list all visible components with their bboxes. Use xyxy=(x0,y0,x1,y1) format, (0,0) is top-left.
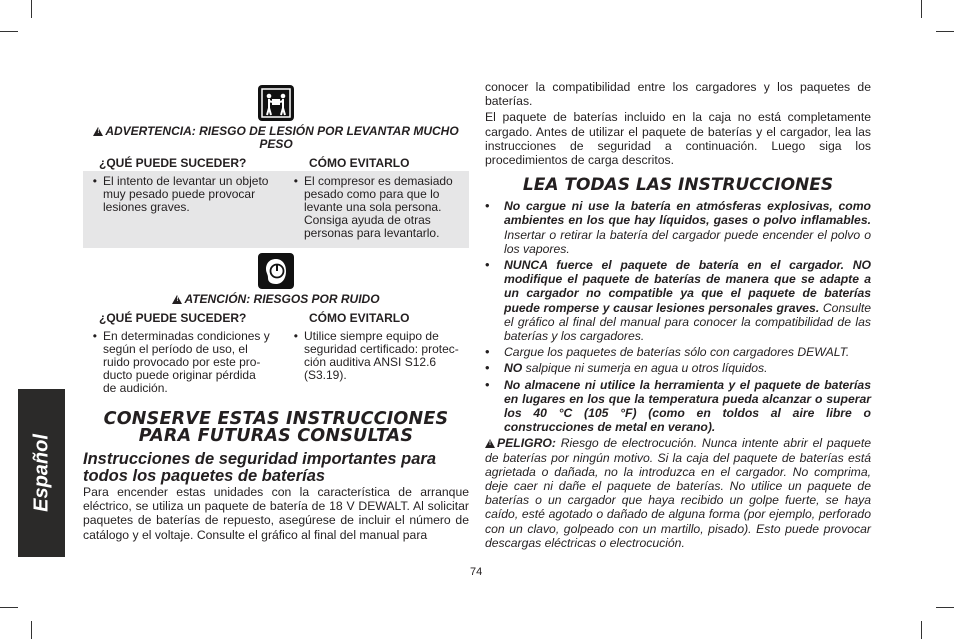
crop-mark xyxy=(921,621,922,639)
bullet: • xyxy=(485,377,490,392)
charging-paragraph: El paquete de baterías incluido en la caja no está completamente cargado. Antes de utilizar el paquete de baterías y el cargador, lea las instrucciones de seguridad a continuación. Luego siga los procedimientos de carga descritos. xyxy=(485,110,871,168)
compatibility-paragraph: conocer la compatibilidad entre los cargadores y los paquetes de baterías. xyxy=(485,80,871,109)
danger-paragraph: ! PELIGRO: Riesgo de electrocución. Nunca intente abrir el paquete de baterías por ningún motivo. Si la caja del paquete de baterías está agrietada o dañada, no la introduzca en el cargador. No comprima, deje caer ni dañe el paquete de baterías. No utilice un paquete de baterías o un cargador que haya recibido un golpe fuerte, se haya caído, esté agotado o dañado de alguna forma (por ejemplo, perforado con un clavo, golpeado con un martillo, pisado). Esto puede provocar descargas eléctricas o electrocución. xyxy=(485,436,871,550)
bullet: • xyxy=(293,329,298,343)
read-all-instructions-title: LEA TODAS LAS INSTRUCCIONES xyxy=(522,175,834,196)
lifting-pictogram xyxy=(258,85,294,121)
list-item: • El intento de levantar un objeto muy pesado puede provocar lesiones graves. xyxy=(83,175,276,240)
crop-mark xyxy=(0,31,18,32)
how-to-avoid-header: CÓMO EVITARLO xyxy=(309,156,410,170)
left-column xyxy=(83,85,469,542)
bullet: • xyxy=(485,199,490,214)
crop-mark xyxy=(921,0,922,18)
list-item: • NO salpique ni sumerja en agua u otros líquidos. xyxy=(485,361,768,376)
list-item: • NUNCA fuerce el paquete de batería en el cargador. NO modifique el paquete de baterías de manera que se adapte a un cargador no compatible ya que el paquete de baterías puede romperse y causar lesiones personales graves. Consulte el gráfico al final del manual para conocer la compatibilidad de las baterías y los cargadores. xyxy=(485,258,871,344)
bullet: • xyxy=(92,329,97,343)
crop-mark xyxy=(31,0,32,18)
bullet: • xyxy=(92,174,97,188)
danger-label: PELIGRO: xyxy=(497,436,556,451)
what-can-happen-header: ¿QUÉ PUEDE SUCEDER? xyxy=(99,311,247,325)
crop-mark xyxy=(936,607,954,608)
lift-warning-title: ! ADVERTENCIA: RIESGO DE LESIÓN POR LEVANTAR MUCHO PESO xyxy=(83,125,469,151)
warning-triangle-icon: ! xyxy=(172,295,182,304)
noise-warning-title: ! ATENCIÓN: RIESGOS POR RUIDO xyxy=(83,293,469,306)
list-item: • No cargue ni use la batería en atmósferas explosivas, como ambientes en los que hay líquidos, gases o polvo inflamables. Insertar o retirar la batería del cargador puede encender el polvo o los vapores. xyxy=(485,199,871,256)
right-column xyxy=(485,80,871,550)
warning-triangle-icon: ! xyxy=(93,127,103,136)
what-can-happen-header: ¿QUÉ PUEDE SUCEDER? xyxy=(99,156,247,170)
page-number: 74 xyxy=(470,566,483,578)
two-person-lift-icon xyxy=(261,88,291,118)
list-item: • Utilice siempre equipo de seguridad certificado: protec- ción auditiva ANSI S12.6 (S3.19). xyxy=(276,330,469,395)
crop-mark xyxy=(31,621,32,639)
language-tab-label: Español xyxy=(30,434,52,512)
crop-mark xyxy=(936,31,954,32)
bullet: • xyxy=(293,174,298,188)
save-instructions-title: CONSERVE ESTAS INSTRUCCIONES PARA FUTURAS CONSULTAS xyxy=(103,409,449,446)
hearing-protection-icon xyxy=(261,256,291,286)
noise-warning-body xyxy=(83,326,469,399)
lift-warning-body xyxy=(83,171,469,248)
battery-safety-heading: Instrucciones de seguridad importantes para todos los paquetes de baterías xyxy=(83,450,437,485)
list-item: • En determinadas condiciones y según el período de uso, el ruido provocado por este pro- ducto puede originar pérdida de audición. xyxy=(83,330,276,395)
lift-warning-column-headers xyxy=(83,155,469,171)
noise-warning-column-headers xyxy=(83,310,469,326)
language-tab xyxy=(18,389,65,557)
crop-mark xyxy=(0,607,18,608)
bullet: • xyxy=(485,345,490,360)
list-item: • Cargue los paquetes de baterías sólo con cargadores DEWALT. xyxy=(485,345,850,360)
battery-intro-paragraph: Para encender estas unidades con la característica de arranque eléctrico, se utiliza un paquete de batería de 18 V DEWALT. Al solicitar paquetes de baterías de repuesto, asegúrese de incluir el número de catálogo y el voltaje. Consulte el gráfico al final del manual para xyxy=(83,485,469,542)
warning-triangle-icon: ! xyxy=(485,439,495,448)
bullet: • xyxy=(485,361,490,376)
list-item: • El compresor es demasiado pesado como para que lo levante una sola persona. Consiga ayuda de otras personas para levantarlo. xyxy=(276,175,469,240)
bullet: • xyxy=(485,258,490,273)
list-item: • No almacene ni utilice la herramienta y el paquete de baterías en lugares en los que la temperatura pueda alcanzar o superar los 40 °C (105 °F) (como en toldos al aire libre o construcciones de metal en verano). xyxy=(485,377,871,435)
how-to-avoid-header: CÓMO EVITARLO xyxy=(309,311,410,325)
noise-pictogram xyxy=(258,253,294,289)
